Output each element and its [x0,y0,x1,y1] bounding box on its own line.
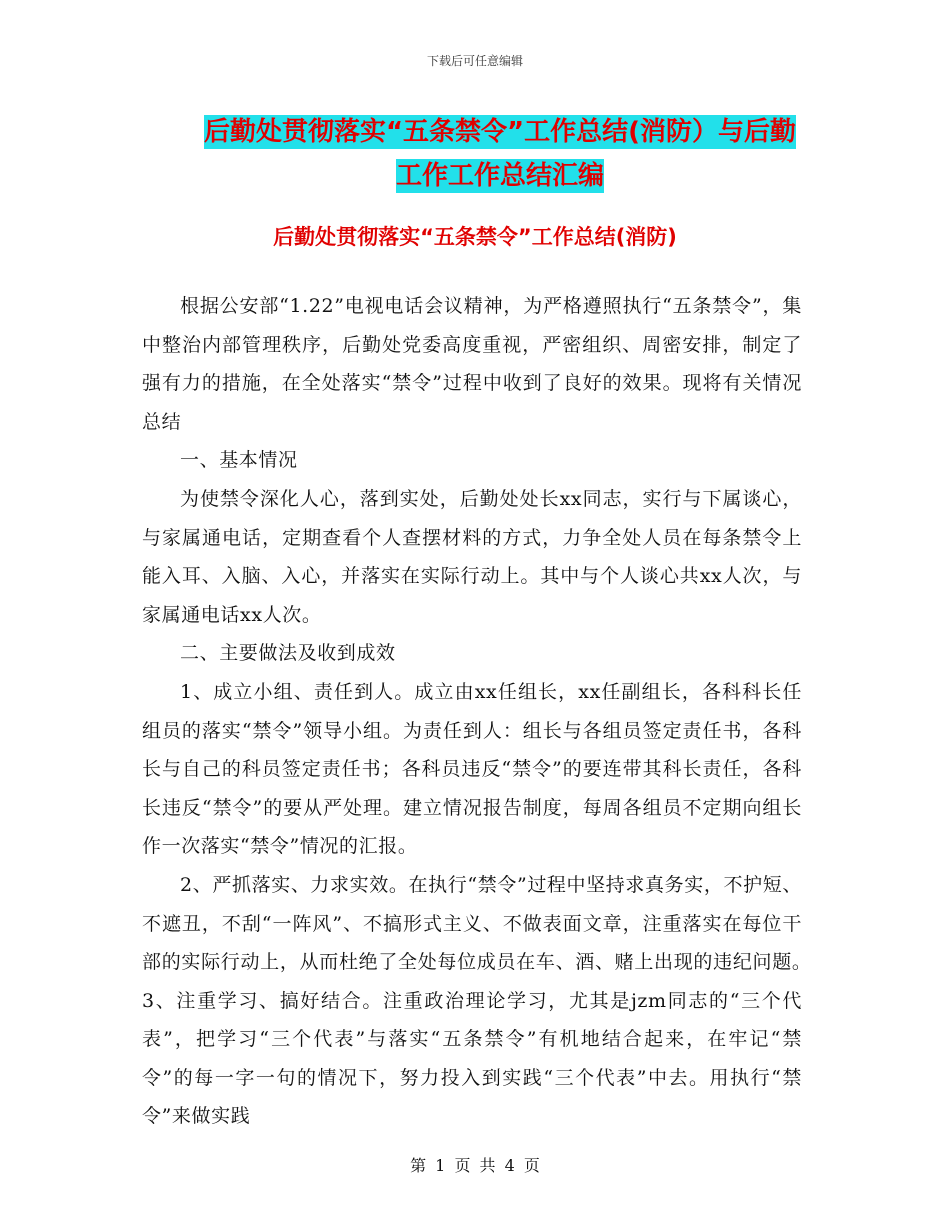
page-number-footer: 第 1 页 共 4 页 [410,1156,540,1175]
paragraph-practice-1: 1、成立小组、责任到人。成立由xx任组长，xx任副组长，各科科长任组员的落实“禁令”领导小组。为责任到人：组长与各组员签定责任书，各科长与自己的科员签定责任书；各科员违反“禁令”的要连带其科长责任，各科长违反“禁令”的要从严处理。建立情况报告制度，每周各组员不定期向组长作一次落实“禁令”情况的汇报。 [142,680,802,858]
heading-main-practices: 二、主要做法及收到成效 [180,642,396,665]
heading-basic-situation: 一、基本情况 [180,449,298,472]
page-header-note: 下载后可任意编辑 [426,54,523,68]
paragraph-practice-2-3: 2、严抓落实、力求实效。在执行“禁令”过程中坚持求真务实，不护短、不遮丑，不刮“一阵风”、不搞形式主义、不做表面文章，注重落实在每位干部的实际行动上，从而杜绝了全处每位成员在车、酒、赌上出现的违纪问题。 3、注重学习、搞好结合。注重政治理论学习，尤其是jzm同志的“三个代表”，把学习“三个代表”与落实“五条禁令”有机地结合起来，在牢记“禁令”的每一字一句的情况下，努力投入到实践“三个代表”中去。用执行“禁令”来做实践 [142,873,842,1128]
document-main-title [140,110,860,198]
document-section-title: 后勤处贯彻落实“五条禁令”工作总结(消防) [273,225,677,249]
main-title-line-2: 工作工作总结汇编 [395,161,604,191]
main-title-line-1: 后勤处贯彻落实“五条禁令”工作总结(消防）与后勤 [203,117,797,147]
paragraph-basic-situation: 为使禁令深化人心，落到实处，后勤处处长xx同志，实行与下属谈心，与家属通电话，定期查看个人查摆材料的方式，力争全处人员在每条禁令上能入耳、入脑、入心，并落实在实际行动上。其中与个人谈心共xx人次，与家属通电话xx人次。 [142,487,802,626]
document-body [142,287,842,1136]
paragraph-intro: 根据公安部“1.22”电视电话会议精神，为严格遵照执行“五条禁令”，集中整治内部管理秩序，后勤处党委高度重视，严密组织、周密安排，制定了强有力的措施，在全处落实“禁令”过程中收到了良好的效果。现将有关情况总结 [142,295,802,433]
